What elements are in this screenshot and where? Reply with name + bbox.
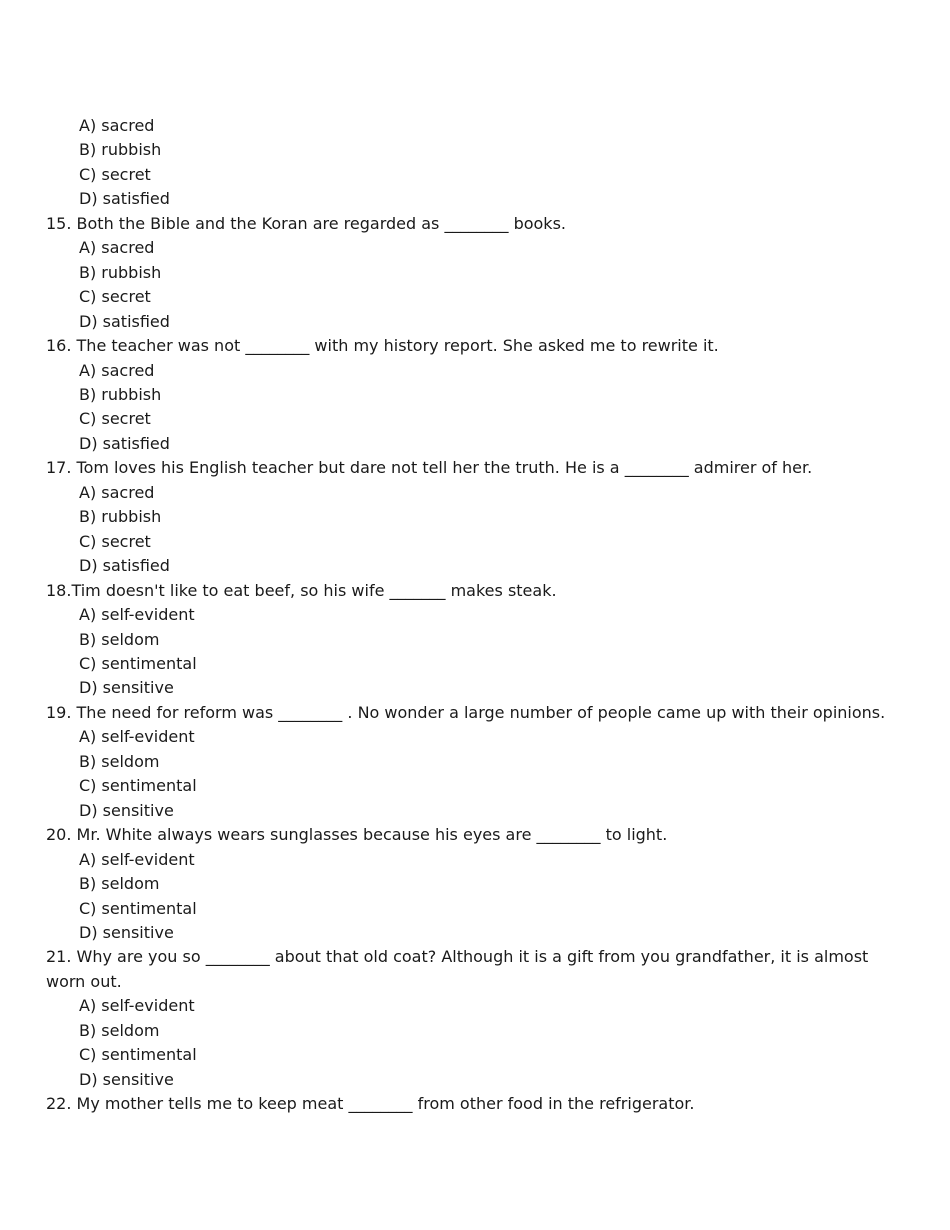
answer-option: D) sensitive [79,678,174,698]
document-body [46,114,916,1117]
answer-option: D) sensitive [79,800,174,820]
answer-option: C) sentimental [79,653,197,673]
answer-option: B) rubbish [79,140,162,160]
answer-option: A) self-evident [79,849,195,869]
question-stem: 21. Why are you so ________ about that old coat? Although it is a gift from you grandfather, it is almost [46,947,869,967]
answer-option: B) rubbish [79,262,162,282]
answer-option: C) secret [79,531,151,551]
answer-option: B) rubbish [79,384,162,404]
answer-option: A) self-evident [79,605,195,625]
question-stem: 20. Mr. White always wears sunglasses because his eyes are ________ to light. [46,825,668,845]
answer-option: D) satisfied [79,311,170,331]
answer-option: D) satisfied [79,556,170,576]
answer-option: A) sacred [79,360,155,380]
question-stem: 22. My mother tells me to keep meat ________ from other food in the refrigerator. [46,1094,695,1114]
answer-option: A) sacred [79,482,155,502]
answer-option: C) secret [79,164,151,184]
answer-option: C) sentimental [79,1045,197,1065]
answer-option: B) seldom [79,629,160,649]
question-stem: 19. The need for reform was ________ . No wonder a large number of people came up with their opinions. [46,702,886,722]
question-stem: 16. The teacher was not ________ with my history report. She asked me to rewrite it. [46,336,719,356]
answer-option: B) seldom [79,874,160,894]
question-stem: 17. Tom loves his English teacher but dare not tell her the truth. He is a ________ admirer of her. [46,458,813,478]
answer-option: B) rubbish [79,507,162,527]
answer-option: D) satisfied [79,189,170,209]
answer-option: C) sentimental [79,776,197,796]
answer-option: C) secret [79,409,151,429]
answer-option: A) self-evident [79,996,195,1016]
answer-option: B) seldom [79,1020,160,1040]
answer-option: C) secret [79,287,151,307]
answer-option: D) sensitive [79,922,174,942]
answer-option: D) satisfied [79,433,170,453]
answer-option: C) sentimental [79,898,197,918]
answer-option: A) self-evident [79,727,195,747]
answer-option: A) sacred [79,238,155,258]
question-stem: 18.Tim doesn't like to eat beef, so his wife _______ makes steak. [46,580,557,600]
question-stem: 15. Both the Bible and the Koran are regarded as ________ books. [46,213,566,233]
answer-option: B) seldom [79,751,160,771]
answer-option: A) sacred [79,116,155,135]
question-stem-continuation: worn out. [46,971,122,991]
answer-option: D) sensitive [79,1069,174,1089]
